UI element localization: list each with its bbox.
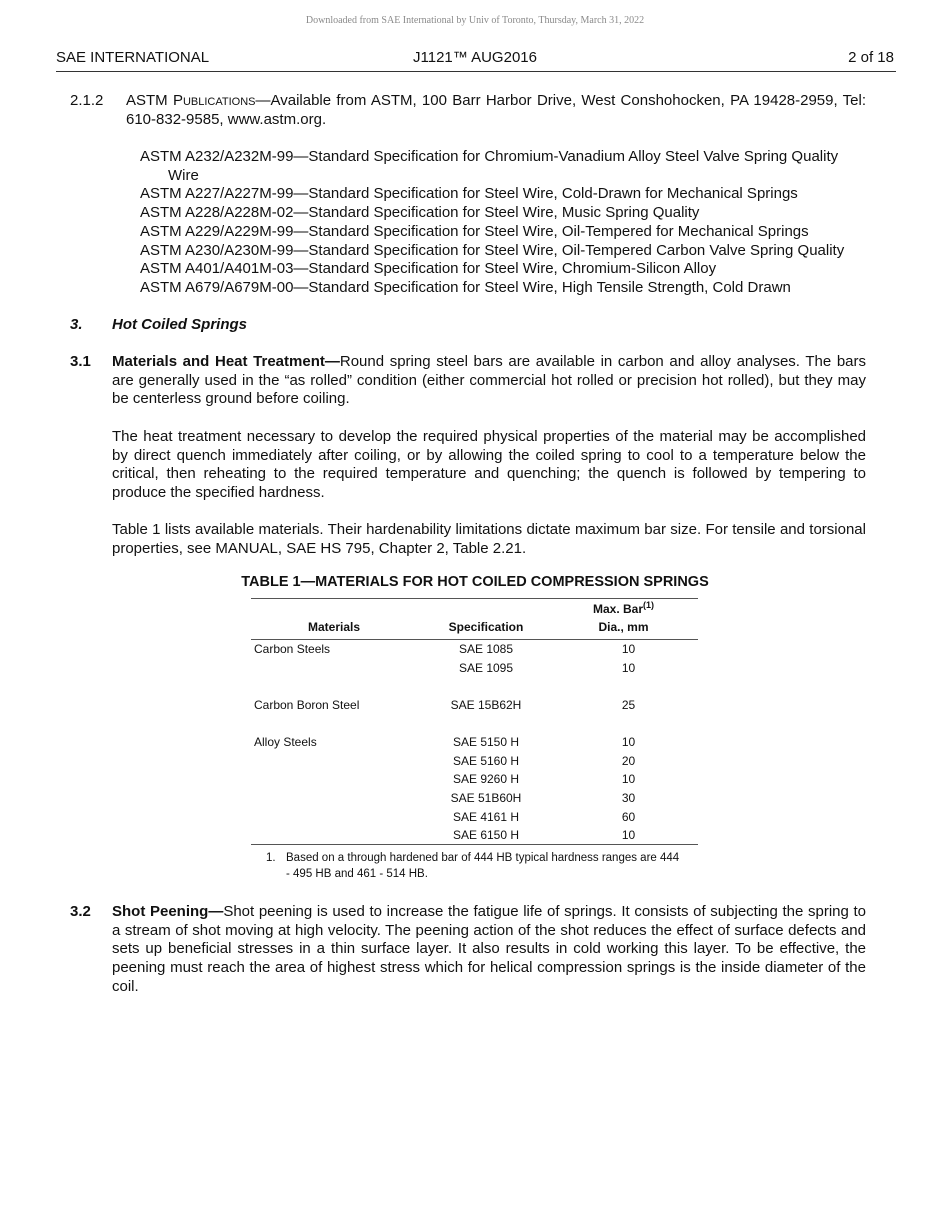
- section-3-1-title: Materials and Heat Treatment—: [112, 353, 340, 370]
- footnote-number: 1.: [266, 852, 276, 864]
- section-2-1-2-number: 2.1.2: [70, 92, 104, 109]
- section-3-1-paragraph-2: The heat treatment necessary to develop the required physical properties of the material may be accomplished by direct quench immediately after coiling, or by allowing the coiled spring to cool to a temperature below the critical, then reheating to the required temperature and quenching; the quench is followed by tempering to produce the specified hardness.: [112, 428, 866, 502]
- table-header-rule: [251, 639, 698, 640]
- section-3-2-paragraph: [112, 903, 866, 997]
- section-3-1-paragraph-1: [112, 353, 866, 409]
- reference-item: ASTM A229/A229M-99—Standard Specification for Steel Wire, Oil-Tempered for Mechanical Springs: [140, 222, 809, 240]
- column-header-dia: Dia., mm: [598, 620, 649, 634]
- reference-item: ASTM A230/A230M-99—Standard Specification for Steel Wire, Oil-Tempered Carbon Valve Spring Quality: [140, 241, 845, 259]
- header-publisher: SAE INTERNATIONAL: [56, 49, 210, 66]
- astm-contact-text: —Available from ASTM, 100 Barr Harbor Drive, West Conshohocken, PA 19428-2959, Tel: 610-832-9585, www.astm.org.: [126, 92, 866, 128]
- table-cell-spec: SAE 15B62H: [450, 698, 522, 712]
- footnote-marker: (1): [643, 600, 655, 610]
- table-cell-material: Carbon Boron Steel: [254, 698, 360, 712]
- table-cell-dia: 10: [621, 772, 636, 786]
- header-document-id: J1121™ AUG2016: [413, 49, 537, 66]
- section-3-2-number: 3.2: [70, 903, 91, 920]
- reference-item: ASTM A679/A679M-00—Standard Specification for Steel Wire, High Tensile Strength, Cold Drawn: [140, 278, 791, 296]
- table-cell-spec: SAE 6150 H: [452, 828, 520, 842]
- max-bar-label: Max. Bar: [592, 602, 644, 616]
- table-cell-dia: 20: [621, 754, 636, 768]
- table-cell-material: Alloy Steels: [254, 735, 317, 749]
- column-header-max-bar: [561, 602, 686, 616]
- astm-reference-list: [140, 148, 870, 298]
- section-3-1-p1-text: Round spring steel bars are available in carbon and alloy analyses. The bars are generally used in the “as rolled” condition (either commercial hot rolled or precision hot rolled), but they may be centerless ground before coiling.: [112, 353, 867, 408]
- table-cell-dia: 60: [621, 810, 636, 824]
- reference-item: ASTM A227/A227M-99—Standard Specification for Steel Wire, Cold-Drawn for Mechanical Springs: [140, 185, 798, 203]
- section-3-2-text: Shot peening is used to increase the fatigue life of springs. It consists of subjecting the spring to a stream of shot moving at high velocity. The peening action of the shot reduces the effect of surface defects and sets up beneficial stresses in a thin surface layer. It also results in cold working this layer. To be effective, the peening must reach the area of highest stress which for helical compression springs is the inside diameter of the coil.: [112, 903, 867, 995]
- table-cell-spec: SAE 1085: [458, 642, 514, 656]
- table-cell-spec: SAE 5160 H: [452, 754, 520, 768]
- section-3-2-title: Shot Peening—: [112, 903, 224, 920]
- column-header-materials: Materials: [307, 620, 361, 634]
- download-watermark: Downloaded from SAE International by Univ of Toronto, Thursday, March 31, 2022: [305, 15, 645, 26]
- table-1-title: TABLE 1—MATERIALS FOR HOT COILED COMPRESSION SPRINGS: [241, 574, 709, 590]
- astm-lead: ASTM: [126, 92, 173, 109]
- table-cell-spec: SAE 5150 H: [452, 735, 520, 749]
- footnote-text: Based on a through hardened bar of 444 HB typical hardness ranges are 444 - 495 HB and 461 - 514 HB.: [286, 852, 680, 880]
- table-cell-dia: 10: [621, 828, 636, 842]
- reference-item: ASTM A228/A228M-02—Standard Specification for Steel Wire, Music Spring Quality: [140, 204, 700, 222]
- table-cell-spec: SAE 4161 H: [452, 810, 520, 824]
- table-cell-spec: SAE 1095: [458, 661, 514, 675]
- table-top-rule: [251, 598, 698, 599]
- section-3-1-paragraph-3: Table 1 lists available materials. Their hardenability limitations dictate maximum bar size. For tensile and torsional properties, see MANUAL, SAE HS 795, Chapter 2, Table 2.21.: [112, 521, 866, 557]
- section-3-title: Hot Coiled Springs: [112, 316, 247, 333]
- section-3-number: 3.: [70, 316, 83, 333]
- table-footnote: [266, 851, 686, 882]
- table-cell-dia: 30: [621, 791, 636, 805]
- table-cell-dia: 10: [621, 661, 636, 675]
- page-header: [56, 49, 896, 72]
- table-cell-dia: 10: [621, 735, 636, 749]
- column-header-specification: Specification: [448, 620, 524, 634]
- section-2-1-2-text: [126, 92, 866, 129]
- table-cell-spec: SAE 51B60H: [450, 791, 522, 805]
- section-3-1-number: 3.1: [70, 353, 91, 370]
- table-cell-material: Carbon Steels: [254, 642, 331, 656]
- reference-item: ASTM A232/A232M-99—Standard Specification for Chromium-Vanadium Alloy Steel Valve Spring Quality Wire: [140, 148, 839, 184]
- reference-item: ASTM A401/A401M-03—Standard Specification for Steel Wire, Chromium-Silicon Alloy: [140, 260, 717, 278]
- header-page-number: 2 of 18: [848, 49, 894, 66]
- table-cell-dia: 25: [621, 698, 636, 712]
- table-cell-dia: 10: [621, 642, 636, 656]
- table-cell-spec: SAE 9260 H: [452, 772, 520, 786]
- astm-publications-label: Publications: [172, 92, 256, 109]
- table-bottom-rule: [251, 844, 698, 845]
